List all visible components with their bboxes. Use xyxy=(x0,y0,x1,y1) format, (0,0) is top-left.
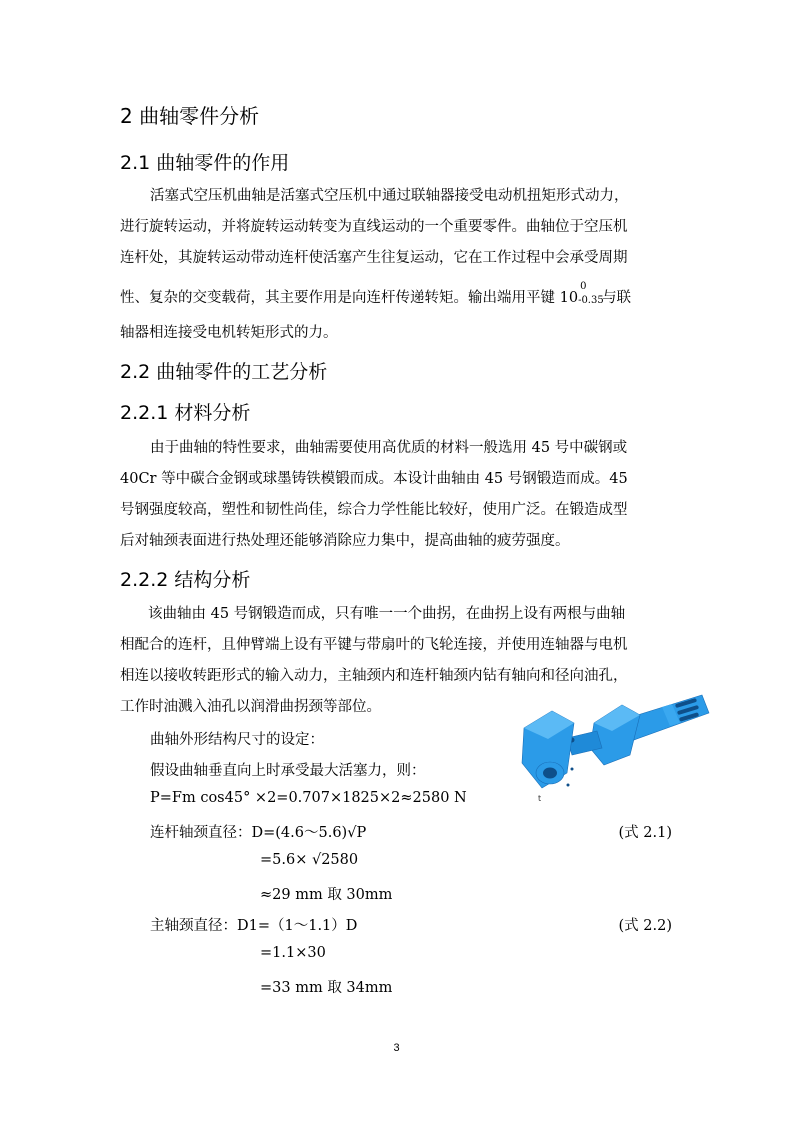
section-heading-2-2-2: 2.2.2 结构分析 xyxy=(120,569,251,591)
paragraph-line: 号钢强度较高，塑性和韧性尚佳，综合力学性能比较好，使用广泛。在锻造成型 xyxy=(120,502,628,518)
paragraph-line: 相配合的连杆，且伸臂端上设有平键与带扇叶的飞轮连接，并使用连轴器与电机 xyxy=(120,637,628,653)
paragraph-line: 工作时油溅入油孔以润滑曲拐颈等部位。 xyxy=(120,699,381,715)
formula-1-tag: (式 2.1) xyxy=(618,825,672,841)
section-heading-2-1: 2.1 曲轴零件的作用 xyxy=(120,152,290,174)
paragraph-text: 性、复杂的交变载荷，其主要作用是向连杆传递转矩。输出端用平键 10 xyxy=(120,290,579,306)
tolerance-lower: -0.35 xyxy=(578,295,604,306)
bolt-hole xyxy=(567,784,570,787)
formula-2-line-3: =33 mm 取 34mm xyxy=(260,980,393,996)
paragraph-line: 40Cr 等中碳合金钢或球墨铸铁模锻而成。本设计曲轴由 45 号钢锻造而成。45 xyxy=(120,471,628,487)
shaft-end-bore xyxy=(543,768,557,779)
paragraph-line: 相连以接收转距形式的输入动力，主轴颈内和连杆轴颈内钻有轴向和径向油孔， xyxy=(120,668,628,684)
formula-1-line-1: 连杆轴颈直径：D=(4.6～5.6)√P xyxy=(150,825,367,841)
paragraph-line: 假设曲轴垂直向上时承受最大活塞力，则： xyxy=(150,763,426,779)
axis-label: t xyxy=(538,794,542,803)
formula-2-line-2: =1.1×30 xyxy=(260,945,326,961)
section-heading-2-2: 2.2 曲轴零件的工艺分析 xyxy=(120,361,328,383)
tolerance-upper: 0 xyxy=(580,281,587,292)
paragraph-line: 曲轴外形结构尺寸的设定： xyxy=(150,732,324,748)
paragraph-line: 轴器相连接受电机转矩形式的力。 xyxy=(120,325,338,341)
paragraph-line: 进行旋转运动，并将旋转运动转变为直线运动的一个重要零件。曲轴位于空压机 xyxy=(120,219,628,235)
tolerance-notation xyxy=(578,281,604,306)
section-heading-2-2-1: 2.2.1 材料分析 xyxy=(120,402,251,424)
chapter-heading: 2 曲轴零件分析 xyxy=(120,104,260,128)
force-equation: P=Fm cos45° ×2=0.707×1825×2≈2580 N xyxy=(150,790,467,806)
crankshaft-3d-figure xyxy=(512,693,712,803)
formula-1-line-3: ≈29 mm 取 30mm xyxy=(260,887,393,903)
paragraph-text-tail: 与联 xyxy=(602,290,632,306)
page-number: 3 xyxy=(393,1042,400,1054)
paragraph-line: 连杆处，其旋转运动带动连杆使活塞产生往复运动，它在工作过程中会承受周期 xyxy=(120,250,628,266)
paragraph-line: 由于曲轴的特性要求，曲轴需要使用高优质的材料一般选用 45 号中碳钢或 xyxy=(150,440,628,456)
bolt-hole xyxy=(571,768,574,771)
paragraph-line: 后对轴颈表面进行热处理还能够消除应力集中，提高曲轴的疲劳强度。 xyxy=(120,533,570,549)
paragraph-line-with-tolerance xyxy=(120,281,632,307)
formula-2-tag: (式 2.2) xyxy=(618,918,672,934)
paragraph-line: 活塞式空压机曲轴是活塞式空压机中通过联轴器接受电动机扭矩形式动力， xyxy=(150,188,629,204)
formula-1-line-2: =5.6× √2580 xyxy=(260,852,359,868)
paragraph-line: 该曲轴由 45 号钢锻造而成，只有唯一一个曲拐，在曲拐上设有两根与曲轴 xyxy=(148,606,626,622)
formula-2-line-1: 主轴颈直径：D1=（1～1.1）D xyxy=(150,918,358,934)
